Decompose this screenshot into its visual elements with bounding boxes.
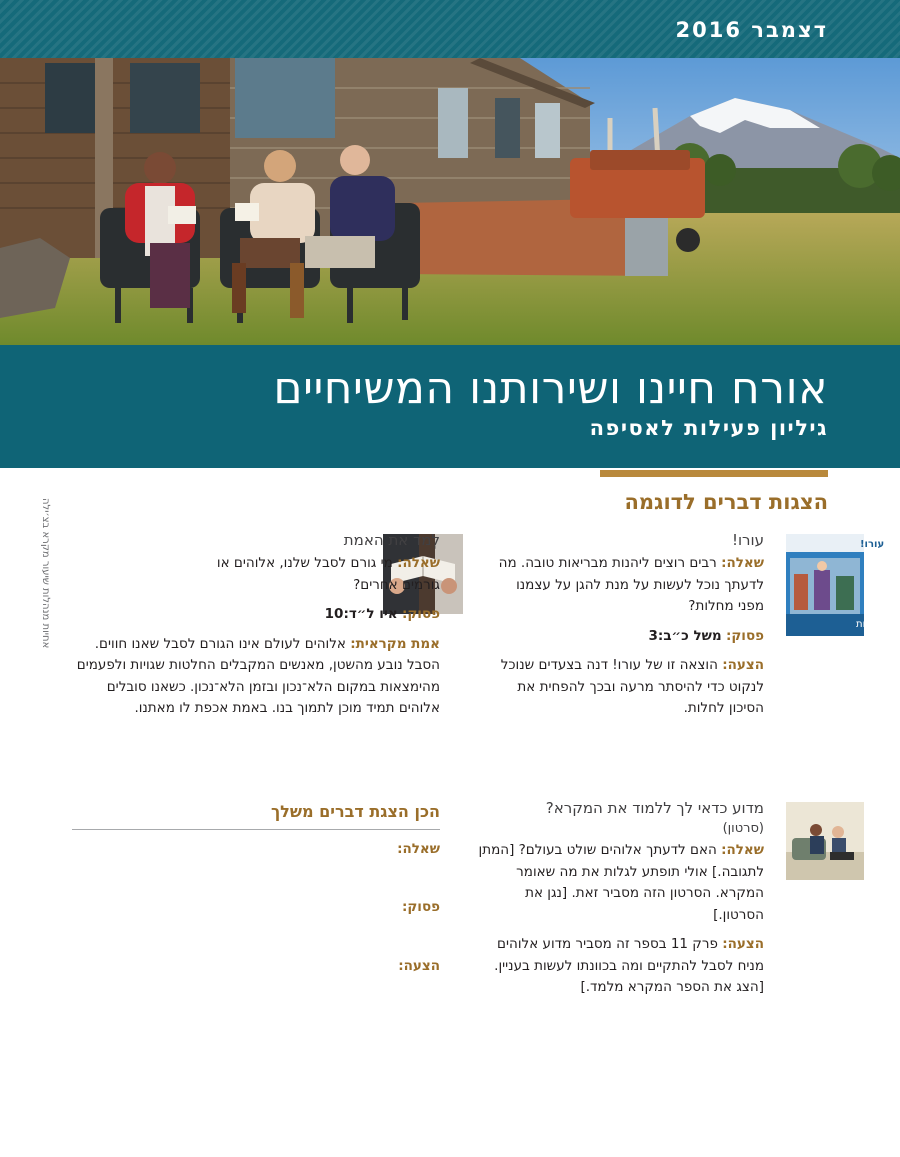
photo-caption: אחיות מנהלות שיעור מקרא בצ׳ילה [40, 497, 51, 648]
video-offer: הצעה: פרק 11 בספר זה מסביר מדוע אלוהים מניח לסבל להתקיים ומה בכוונתו לעשות בעניין. [הצג את הספר המקרא מלמד.] [494, 936, 764, 995]
page-title: אורח חיינו ושירותנו המשיחיים [273, 363, 828, 414]
prep-divider [72, 829, 440, 830]
magazine-cover-title: עורו! [860, 539, 885, 550]
awake-presentation [492, 531, 764, 720]
video-title: מדוע כדאי לך ללמוד את המקרא? [545, 799, 764, 817]
awake-question: שאלה: רבים רוצים ליהנות מבריאות טובה. מה לדעתך נוכל לעשות על מנת להגן על עצמנו מפני מחלות? [498, 555, 764, 614]
cover-photo [0, 58, 900, 345]
truth-title: לְמד את האמת [343, 531, 440, 549]
issue-date: דצמבר 2016 [675, 18, 828, 42]
truth-presentation [70, 531, 440, 720]
magazine-cover-subtitle: מחלות [856, 619, 885, 630]
awake-magazine-cover [786, 534, 885, 636]
video-thumbnail [786, 802, 864, 880]
section-rule [600, 470, 828, 477]
truth-question: שאלה: מי גורם לסבל שלנו, אלוהים או גורמים אחרים? [216, 555, 440, 593]
truth-statement: אמת מקראית: אלוהים לעולם אינו הגורם לסבל שאנו חווים. הסבל נובע מהשטן, מאנשים המקבלים החלטות שגויות ולפעמים מהימצאות במקום הלא־נכון ובזמן הלא־נכון. כשאנו סובלים אלוהים תמיד מוכן לתמוך בנו. באמת אכפת לו מאתנו. [76, 635, 440, 716]
prep-verse-label: פסוק: [401, 899, 440, 915]
page-subtitle: גיליון פעילות לאסיפה [589, 416, 828, 440]
truth-verse: פסוק: איו ל״ד:10 [324, 606, 440, 622]
title-band [0, 345, 900, 468]
section-title: הצגות דברים לדוגמה [624, 490, 828, 514]
awake-offer: הצעה: הוצאה זו של עורו! דנה בצעדים שנוכל לנקוט כדי להיסתר מרעה ובכך להפחית את הסיכון לחלות. [500, 657, 764, 716]
prep-offer-label: הצעה: [398, 958, 440, 974]
date-banner [0, 0, 900, 58]
prep-question-label: שאלה: [397, 841, 440, 857]
video-presentation [478, 799, 764, 999]
video-question: שאלה: האם לדעתך אלוהים שולט בעולם? [המתן לתגובה.] אולי תופתע לגלות את מה שאומר המקרא. הסרטון הזה מסביר זאת. [נגן את הסרטון.] [478, 842, 764, 923]
video-subtitle: (סרטון) [722, 821, 764, 836]
awake-verse: פסוק: משל כ״ב:3 [648, 627, 764, 644]
prep-title: הכן הצגת דברים משלך [270, 802, 440, 821]
awake-title: עורו! [731, 531, 764, 549]
